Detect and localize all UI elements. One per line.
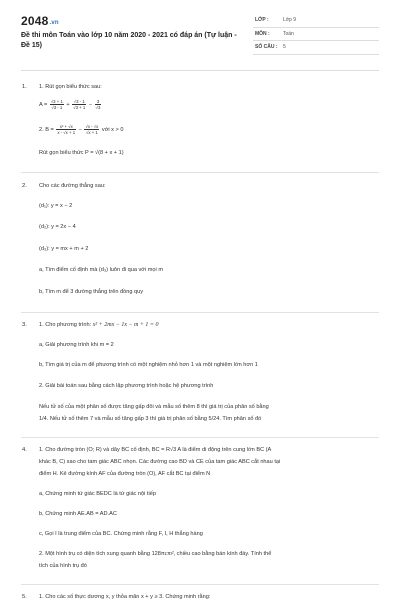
question-1-number: 1. — [22, 84, 27, 90]
q4-text-line-2: khác B, C) sao cho tam giác ABC nhọn. Các đường cao BD và CE của tam giác ABC cắt nhau tại — [39, 459, 281, 465]
question-5-number: 5. — [22, 594, 27, 600]
meta-row-class — [253, 14, 379, 28]
q4-task-2-line-2: tích của hình trụ đó — [39, 563, 87, 569]
fraction: $\frac{\text{x² + √x}}{x - √x + 1}$ — [57, 124, 76, 135]
question-divider — [21, 437, 379, 438]
q4-part-b: b, Chứng minh AE.AB = AD.AC — [39, 511, 117, 517]
q1-expr-b: 2. B = $\frac{\text{x² + √x}}{x - √x + 1}$ − $\frac{√x - √x}{√x + 1}$ với x > 0 — [39, 124, 124, 135]
question-divider — [21, 312, 379, 313]
q2-intro: Cho các đường thẳng sau: — [39, 183, 106, 189]
meta-key: MÔN : — [255, 30, 270, 37]
q4-part-a: a, Chứng minh tứ giác BEDC là tứ giác nội tiếp — [39, 491, 156, 497]
meta-row-count — [253, 41, 379, 55]
question-divider — [21, 584, 379, 585]
fraction: $\frac{√3 + 1}{√3 - 1}$ — [50, 99, 63, 110]
fraction: $\frac{√x - √x}{√x + 1}$ — [85, 124, 99, 135]
q4-unit: cm² — [164, 551, 174, 557]
question-4-number: 4. — [22, 447, 27, 453]
expr-a-label: A = — [39, 101, 48, 108]
q3-part-a: a, Giải phương trình khi m = 2 — [39, 342, 114, 348]
q1-intro: 1. Rút gọn biểu thức sau: — [39, 84, 102, 90]
q4-part-c: c, Gọi I là trung điểm của BC. Chứng minh rằng F, I, H thẳng hàng — [39, 531, 203, 537]
fraction: $\frac{3}{√3}$ — [95, 99, 101, 110]
q4-task-2-a: 2. Một hình trụ có diện tích xung quanh bằng 128π — [39, 551, 165, 557]
meta-row-subject — [253, 28, 379, 42]
q4-text-line-1: 1. Cho đường tròn (O; R) và dây BC cố định, BC = R√3 A là điểm di động trên cung lớn BC (A — [39, 447, 272, 453]
q3-problem-line-2: 1/4. Nếu tử số thêm 7 và mẫu số tăng gấp 3 thì giá trị phân số bằng 5/24. Tìm phân số đó — [39, 416, 262, 422]
expr-b-label: 2. B = — [39, 126, 54, 133]
meta-key: LỚP : — [255, 17, 269, 23]
meta-value: 5 — [283, 44, 286, 50]
meta-value: Lớp 9 — [283, 17, 297, 23]
q2-line-d1: (d₁): y = x − 2 — [39, 203, 73, 209]
fraction: $\frac{√3 - 1}{√3 + 1}$ — [73, 99, 86, 110]
q2-line-d2: (d₂): y = 2x − 4 — [39, 224, 76, 230]
logo-suffix: .vn — [49, 20, 59, 26]
question-divider — [21, 172, 379, 173]
meta-table — [253, 14, 379, 55]
q4-task-2 — [39, 551, 271, 557]
site-logo[interactable] — [21, 14, 59, 28]
header-divider — [21, 70, 379, 71]
expr-b-condition: với x > 0 — [101, 126, 124, 133]
q2-part-a: a, Tìm điểm cố định mà (d₃) luôn đi qua với mọi m — [39, 267, 163, 273]
q3-equation: x² + 2mx − 1x − m + 1 = 0 — [92, 322, 159, 328]
q2-part-b: b, Tìm m để 3 đường thẳng trên đồng quy — [39, 289, 144, 295]
q1-expr-p: Rút gọn biểu thức P = √(8 + x + 1) — [39, 150, 124, 156]
q4-text-line-3: điểm H. Kẻ đường kính AF của đường tròn (O), AF cắt BC tại điểm N — [39, 471, 211, 477]
document-title: Đề thi môn Toán vào lớp 10 năm 2020 - 2021 có đáp án (Tự luận - Đề 15) — [21, 32, 237, 49]
q4-task-2-b: , chiều cao bằng bán kính đáy. Tính thể — [173, 551, 272, 557]
question-3-number: 3. — [22, 322, 27, 328]
q5-text-line-1: 1. Cho các số thực dương x, y thỏa mãn x + y ≥ 3. Chứng minh rằng: — [39, 594, 211, 600]
logo-text: 2048 — [21, 14, 49, 28]
q3-intro — [39, 322, 158, 328]
q1-expr-a: A = $\frac{√3 + 1}{√3 - 1}$ + $\frac{√3 - 1}{√3 + 1}$ − $\frac{3}{√3}$ — [39, 99, 101, 110]
meta-value: Toán — [283, 30, 294, 37]
q3-problem-line-1: Nếu tử số của một phân số được tăng gấp đôi và mẫu số thêm 8 thì giá trị của phân số bằng — [39, 404, 269, 410]
q3-intro-text: 1. Cho phương trình: — [39, 322, 92, 328]
question-2-number: 2. — [22, 183, 27, 189]
q3-part-b: b, Tìm giá trị của m để phương trình có một nghiệm nhỏ hơn 1 và một nghiệm lớn hơn 1 — [39, 362, 258, 368]
meta-key: SỐ CÂU : — [255, 44, 278, 50]
q3-task-2: 2. Giải bài toán sau bằng cách lập phương trình hoặc hệ phương trình — [39, 383, 214, 389]
q2-line-d3: (d₃): y = mx + m + 2 — [39, 246, 89, 252]
